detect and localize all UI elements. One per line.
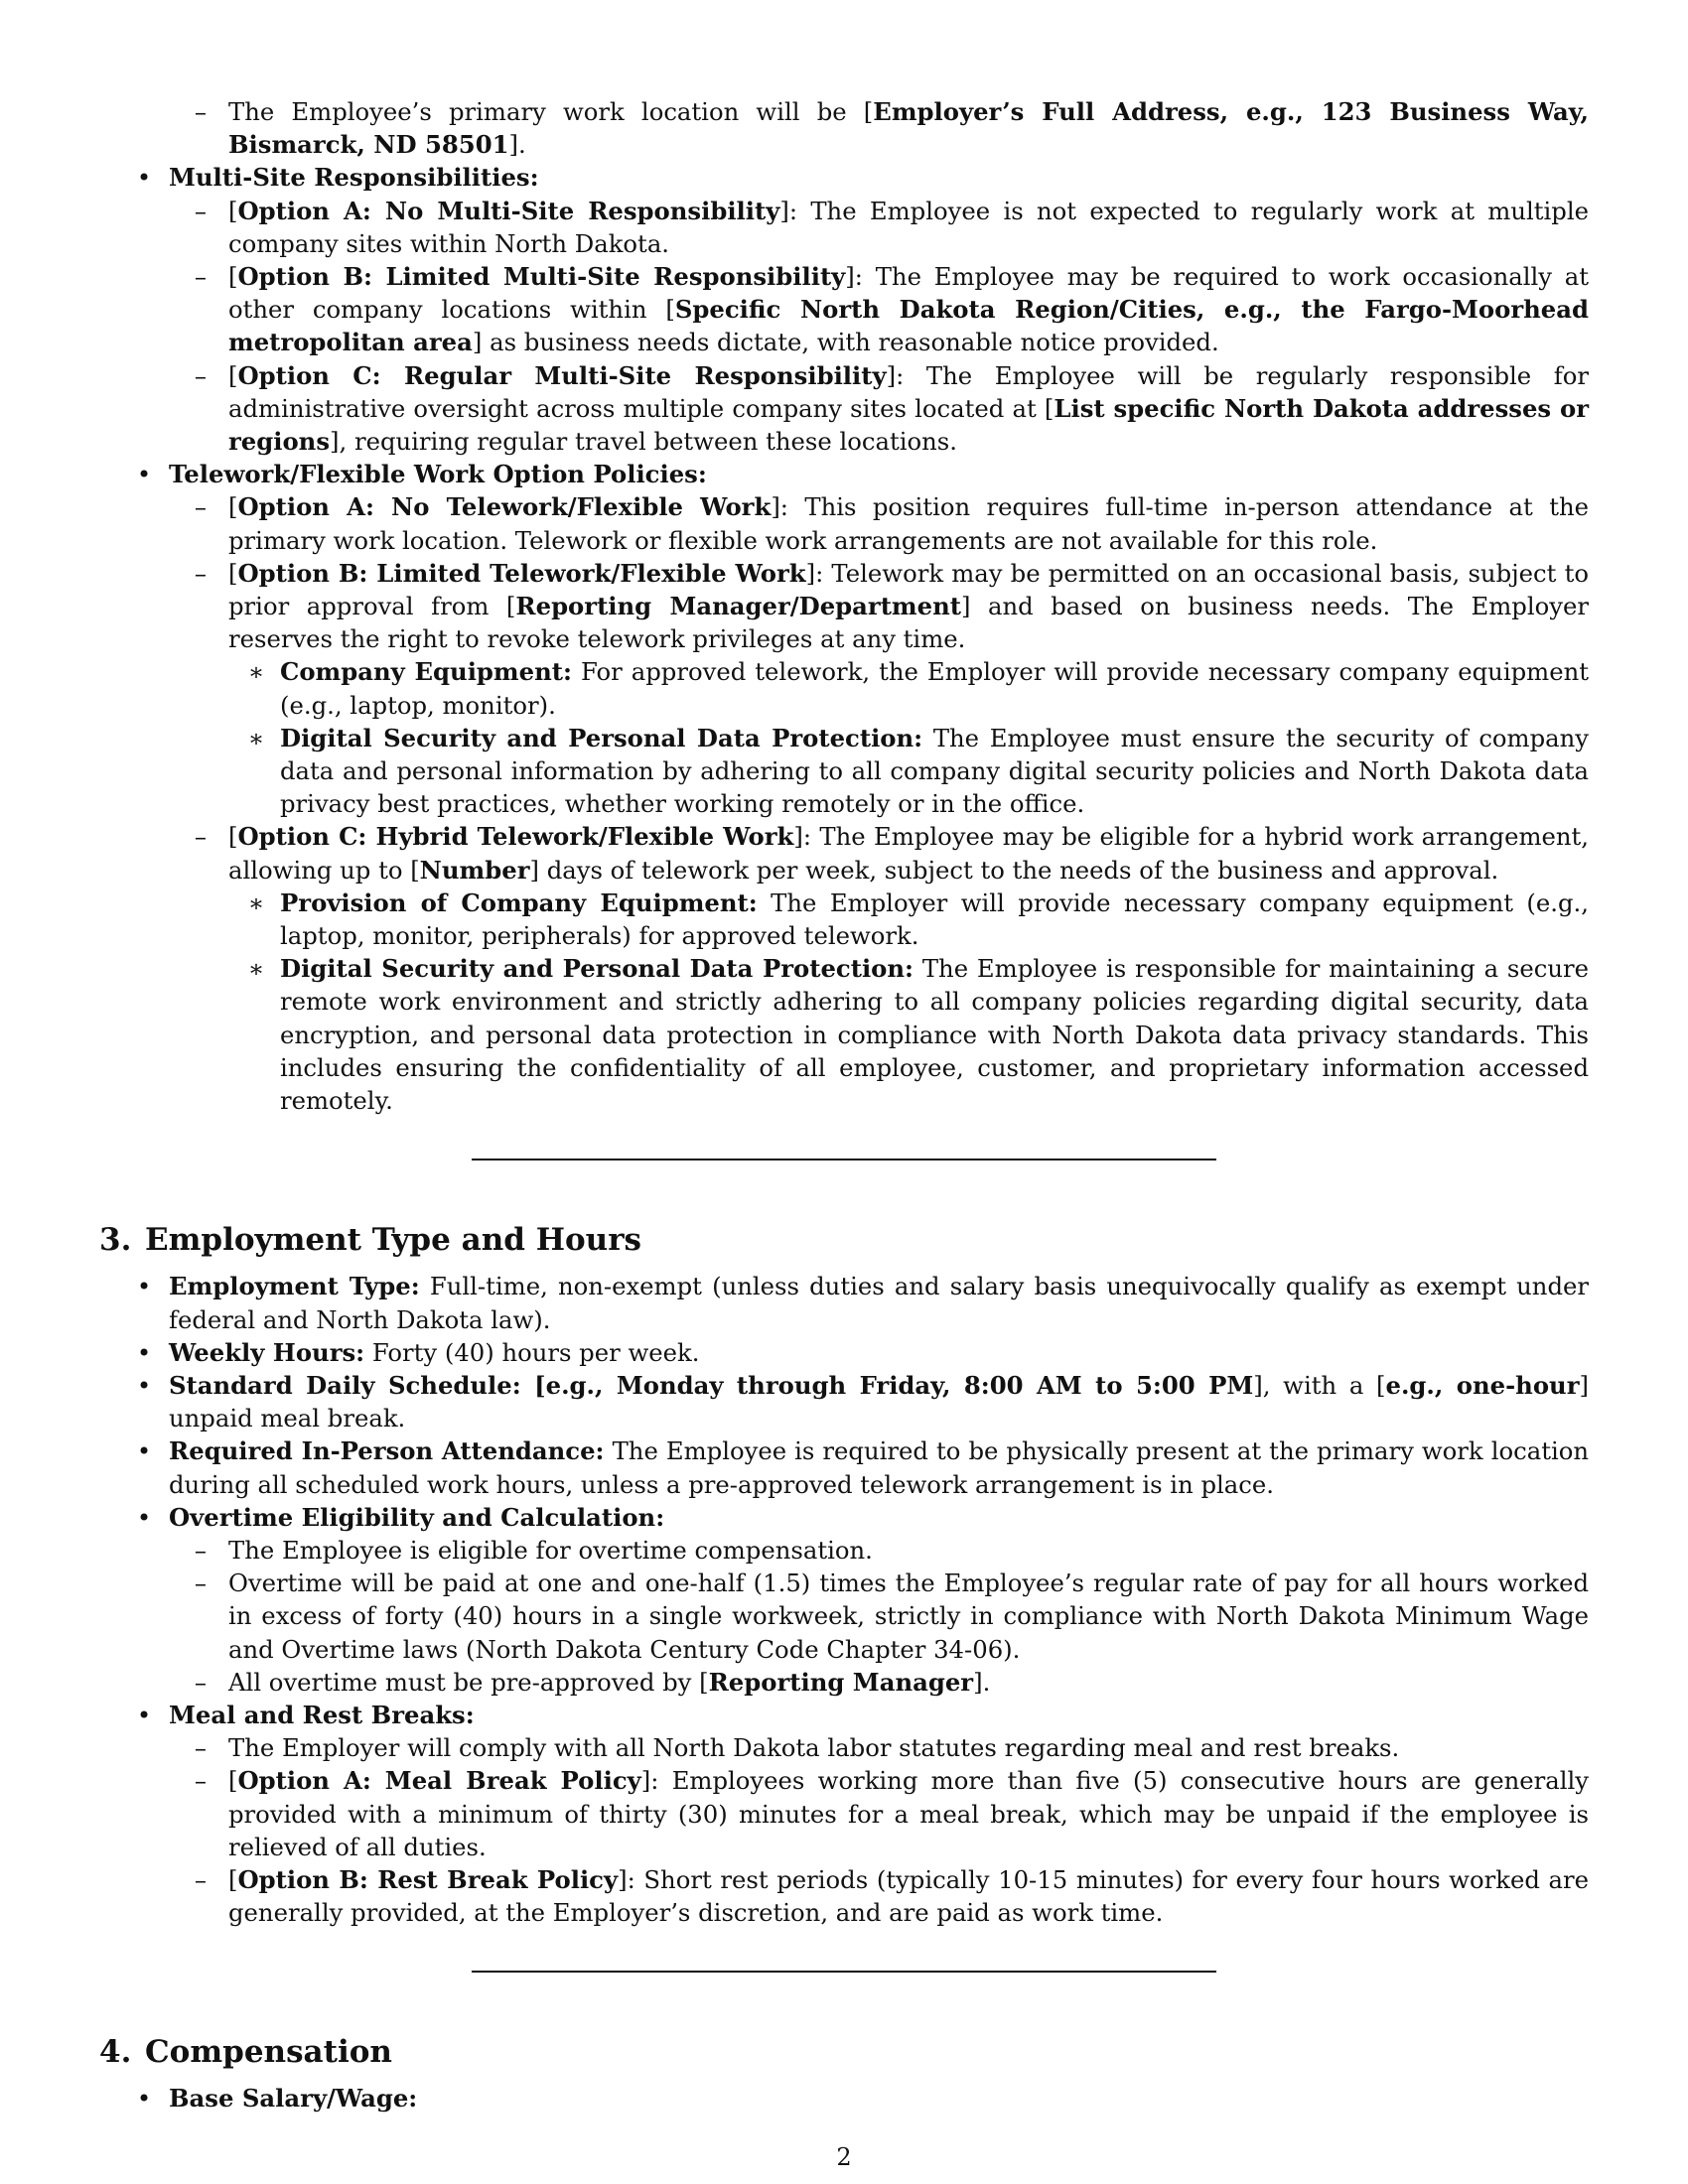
list-item (99, 458, 1589, 490)
option-label: Option B: Limited Multi-Site Responsibility (237, 262, 846, 292)
text: [ (228, 492, 238, 522)
horizontal-rule (472, 1971, 1216, 1973)
text: ]: The Employee will be regularly responsible for administrative oversight across multiple company sites located at [ (228, 360, 1590, 423)
list-item (99, 1434, 1589, 1500)
placeholder-address: Employer’s Full Address, e.g., 123 Business Way, Bismarck, ND 58501 (228, 97, 1590, 160)
text: ] as business needs dictate, with reasonable notice provided. (472, 328, 1219, 357)
item-label: Employment Type: (169, 1272, 420, 1301)
dash-marker: – (194, 492, 208, 522)
text: The Employee is responsible for maintaining a secure remote work environment and strictly adhering to all company policies regarding digital security, data encryption, and personal data protection in compliance with North Dakota data privacy standards. This includes ensuring the confidentiality of all employee, customer, and proprietary information accessed remotely. (280, 954, 1589, 1116)
text: Overtime will be paid at one and one-half (1.5) times the Employee’s regular rate of pay for all hours worked in excess of forty (40) hours in a single workweek, strictly in compliance with North Dakota Minimum Wage and Overtime laws (North Dakota Century Code Chapter 34-06). (228, 1569, 1589, 1664)
bullet-marker: • (136, 2084, 152, 2114)
section-number: 3. (99, 1222, 132, 1259)
text: Full-time, non-exempt (unless duties and salary basis unequivocally qualify as exempt under federal and North Dakota law). (169, 1272, 1590, 1334)
list-item (99, 95, 1589, 161)
text: [ (228, 262, 238, 292)
document-page (99, 95, 1589, 2116)
list-item (99, 1534, 1589, 1567)
dash-marker: – (194, 97, 208, 126)
list-item (99, 1369, 1589, 1434)
text: ]. (973, 1667, 991, 1697)
section-number: 4. (99, 2034, 132, 2071)
text: The Employee’s primary work location will be [ (228, 97, 874, 126)
bullet-marker: • (136, 1436, 152, 1466)
placeholder-text: Reporting Manager (708, 1667, 974, 1697)
placeholder-text: Reporting Manager/Department (515, 592, 961, 621)
option-label: Option B: Limited Telework/Flexible Work (237, 558, 806, 588)
page-number: 2 (836, 2143, 852, 2171)
multisite-heading: Multi-Site Responsibilities: (169, 163, 539, 193)
text: ]: Telework may be permitted on an occasional basis, subject to prior approval from [ (228, 558, 1589, 621)
option-label: Option C: Hybrid Telework/Flexible Work (237, 822, 794, 852)
list-item (99, 887, 1589, 952)
list-item (99, 1764, 1589, 1863)
list-item (99, 557, 1589, 656)
item-label: Standard Daily Schedule: [e.g., Monday through Friday, 8:00 AM to 5:00 PM (169, 1370, 1254, 1400)
telework-heading: Telework/Flexible Work Option Policies: (169, 460, 707, 489)
placeholder-text: e.g., one-hour (1385, 1370, 1580, 1400)
text: ]: The Employee is not expected to regularly work at multiple company sites within North Dakota. (228, 196, 1589, 258)
text: All overtime must be pre-approved by [ (228, 1667, 709, 1697)
text: [ (228, 1864, 238, 1894)
option-label: Option A: Meal Break Policy (237, 1766, 641, 1796)
bullet-marker: • (136, 1370, 152, 1400)
dash-marker: – (194, 196, 208, 225)
list-item (99, 260, 1589, 359)
overtime-heading: Overtime Eligibility and Calculation: (169, 1502, 665, 1532)
list-item (99, 161, 1589, 194)
bullet-marker: • (136, 1502, 152, 1532)
section-title: Employment Type and Hours (145, 1222, 641, 1259)
section-heading (99, 2032, 1589, 2072)
list-item (99, 1863, 1589, 1929)
meal-breaks-heading: Meal and Rest Breaks: (169, 1700, 475, 1729)
dash-marker: – (194, 558, 208, 588)
text: ]: The Employee may be required to work occasionally at other company locations within [ (228, 262, 1589, 325)
bullet-marker: • (136, 1337, 152, 1367)
list-item (99, 655, 1589, 721)
option-label: Option A: No Multi-Site Responsibility (237, 196, 780, 225)
item-label: Digital Security and Personal Data Protection: (280, 954, 914, 984)
bullet-marker: • (136, 460, 152, 489)
list-item (99, 1567, 1589, 1666)
text: ]. (508, 130, 526, 160)
item-label: Digital Security and Personal Data Protection: (280, 723, 923, 752)
text: The Employer will comply with all North Dakota labor statutes regarding meal and rest breaks. (228, 1733, 1400, 1763)
text: [ (228, 1766, 238, 1796)
item-label: Company Equipment: (280, 657, 572, 687)
text: ] unpaid meal break. (169, 1370, 1589, 1433)
dash-marker: – (194, 1535, 208, 1565)
list-item (99, 1336, 1589, 1369)
list-item (99, 490, 1589, 556)
list-item (99, 1270, 1589, 1335)
text: The Employee is eligible for overtime compensation. (228, 1535, 873, 1565)
text: ]: Employees working more than five (5) consecutive hours are generally provided with a minimum of thirty (30) minutes for a meal break, which may be unpaid if the employee is relieved of all duties. (228, 1766, 1589, 1861)
item-label: Required In-Person Attendance: (169, 1436, 605, 1466)
bullet-marker: • (136, 1272, 152, 1301)
star-marker: ∗ (247, 657, 265, 687)
text: [ (228, 558, 238, 588)
option-label: Option A: No Telework/Flexible Work (237, 492, 772, 522)
dash-marker: – (194, 1569, 208, 1598)
text: Forty (40) hours per week. (364, 1337, 700, 1367)
text: ], with a [ (1253, 1370, 1386, 1400)
text: [ (228, 360, 238, 390)
section-title: Compensation (145, 2034, 392, 2071)
option-label: Option B: Rest Break Policy (237, 1864, 619, 1894)
list-item (99, 820, 1589, 886)
list-item (99, 1699, 1589, 1731)
text: ]: The Employee may be eligible for a hybrid work arrangement, allowing up to [ (228, 822, 1589, 885)
placeholder-text: Number (419, 855, 530, 885)
text: ] and based on business needs. The Employer reserves the right to revoke telework privileges at any time. (228, 592, 1589, 654)
dash-marker: – (194, 262, 208, 292)
list-item (99, 952, 1589, 1117)
list-item (99, 722, 1589, 821)
text: [ (228, 822, 238, 852)
text: For approved telework, the Employer will provide necessary company equipment (e.g., laptop, monitor). (280, 657, 1589, 720)
base-salary-heading: Base Salary/Wage: (169, 2084, 418, 2114)
item-label: Provision of Company Equipment: (280, 887, 758, 917)
dash-marker: – (194, 1667, 208, 1697)
text: The Employer will provide necessary company equipment (e.g., laptop, monitor, peripherals) for approved telework. (280, 887, 1589, 951)
placeholder-text: List specific North Dakota addresses or regions (228, 393, 1589, 457)
text: The Employee is required to be physically present at the primary work location during all scheduled work hours, unless a pre-approved telework arrangement is in place. (169, 1436, 1590, 1499)
dash-marker: – (194, 360, 208, 390)
option-label: Option C: Regular Multi-Site Responsibility (237, 360, 887, 390)
text: ]: Short rest periods (typically 10-15 minutes) for every four hours worked are generally provided, at the Employer’s discretion, and are paid as work time. (228, 1864, 1589, 1928)
list-item (99, 1501, 1589, 1534)
bullet-marker: • (136, 1700, 152, 1729)
dash-marker: – (194, 1864, 208, 1894)
star-marker: ∗ (247, 954, 265, 984)
text: ] days of telework per week, subject to the needs of the business and approval. (529, 855, 1499, 885)
list-item (99, 1731, 1589, 1764)
list-item (99, 1666, 1589, 1699)
dash-marker: – (194, 1766, 208, 1796)
horizontal-rule (472, 1159, 1216, 1160)
text: ]: This position requires full-time in-person attendance at the primary work location. Telework or flexible work arrangements are not available for this role. (228, 492, 1589, 555)
star-marker: ∗ (247, 887, 265, 917)
list-item (99, 359, 1589, 459)
dash-marker: – (194, 1733, 208, 1763)
bullet-marker: • (136, 163, 152, 193)
item-label: Weekly Hours: (169, 1337, 365, 1367)
section-heading (99, 1220, 1589, 1260)
placeholder-text: Specific North Dakota Region/Cities, e.g., the Fargo-Moorhead metropolitan area (228, 295, 1590, 357)
text: The Employee must ensure the security of company data and personal information by adhering to all company digital security policies and North Dakota data privacy best practices, whether working remotely or in the office. (280, 723, 1590, 819)
text: [ (228, 196, 238, 225)
star-marker: ∗ (247, 723, 265, 752)
text: ], requiring regular travel between these locations. (330, 427, 957, 457)
list-item (99, 195, 1589, 260)
list-item (99, 2082, 1589, 2115)
dash-marker: – (194, 822, 208, 852)
